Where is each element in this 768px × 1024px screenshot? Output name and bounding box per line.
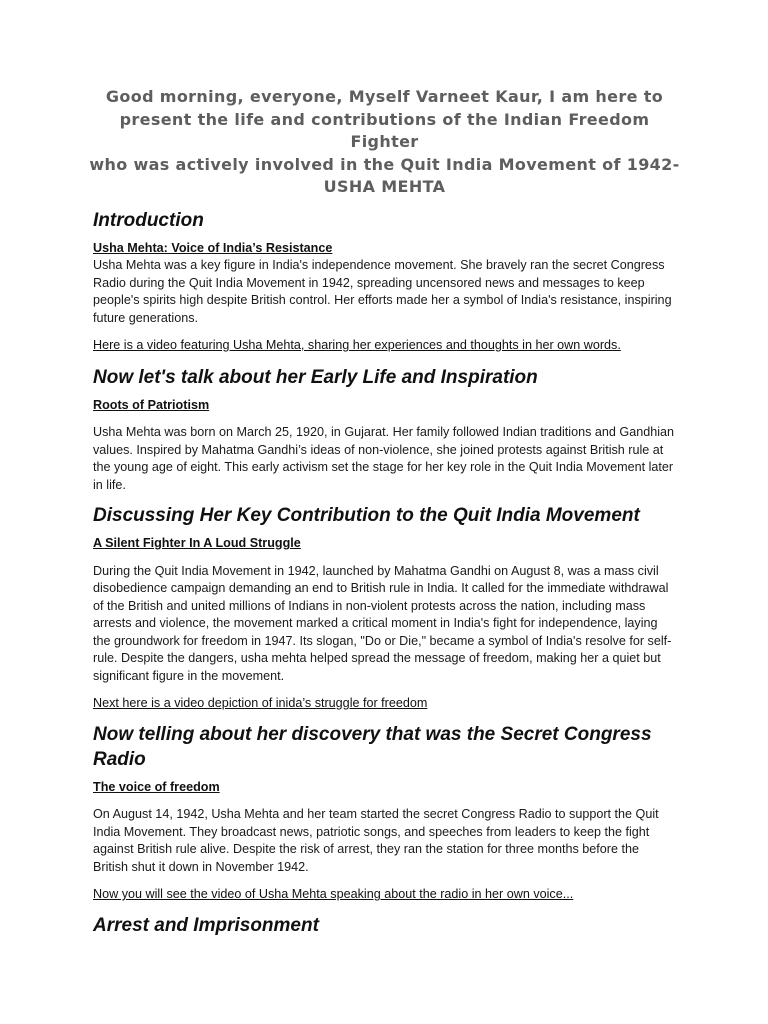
intro-line-2: present the life and contributions of the Indian Freedom Fighter	[119, 109, 650, 151]
intro-line-3: who was actively involved in the Quit India Movement of 1942-	[89, 154, 680, 174]
radio-body: On August 14, 1942, Usha Mehta and her team started the secret Congress Radio to support the Quit India Movement. They broadcast news, patriotic songs, and speeches from leaders to keep the fight against British rule alive. Despite the risk of arrest, they ran the station for three months before the British shut it down in November 1942.	[93, 807, 659, 874]
intro-line-1: Good morning, everyone, Myself Varneet Kaur, I am here to	[105, 87, 664, 106]
introduction-body: Usha Mehta was a key figure in India's independence movement. She bravely ran the secret Congress Radio during the Quit India Movement in 1942, spreading uncensored news and messages to keep people's spirits high despite British control. Her efforts made her a symbol of India's resistance, inspiring future generations.	[93, 258, 672, 325]
contribution-heading: Discussing Her Key Contribution to the Quit India Movement	[93, 505, 640, 526]
radio-heading: Now telling about her discovery that was the Secret Congress Radio	[93, 723, 652, 770]
early-life-body: Usha Mehta was born on March 25, 1920, in Gujarat. Her family followed Indian traditions and Gandhian values. Inspired by Mahatma Gandhi’s ideas of non-violence, she joined protests against British rule at the young age of eight. This early activism set the stage for her key role in the Quit India Movement later in life.	[93, 425, 675, 492]
early-life-heading: Now let's talk about her Early Life and Inspiration	[93, 366, 538, 388]
section-early-life	[93, 365, 676, 495]
radio-subheading: The voice of freedom	[93, 779, 220, 794]
introduction-subheading: Usha Mehta: Voice of India’s Resistance	[93, 240, 333, 255]
contribution-subheading: A Silent Fighter In A Loud Struggle	[93, 536, 301, 550]
intro-greeting	[89, 86, 680, 199]
intro-line-4: USHA MEHTA	[323, 177, 446, 196]
section-arrest	[93, 913, 676, 938]
section-introduction	[93, 208, 676, 355]
contribution-video-link[interactable]: Next here is a video depiction of inida’s struggle for freedom	[93, 696, 428, 710]
section-contribution	[93, 503, 676, 713]
section-secret-radio	[93, 722, 676, 904]
arrest-heading: Arrest and Imprisonment	[93, 914, 319, 936]
radio-video-link[interactable]: Now you will see the video of Usha Mehta speaking about the radio in her own voice...	[93, 887, 574, 901]
contribution-body: During the Quit India Movement in 1942, launched by Mahatma Gandhi on August 8, was a mass civil disobedience campaign demanding an end to British rule in India. It called for the immediate withdrawal of the British and united millions of Indians in non-violent protests across the nation, including mass arrests and violence, the movement marked a critical moment in India's fight for independence, laying the groundwork for freedom in 1947. Its slogan, "Do or Die," became a symbol of India's resolve for self-rule. Despite the dangers, usha mehta helped spread the message of freedom, making her a quiet but significant figure in the movement.	[93, 563, 672, 683]
early-life-subheading: Roots of Patriotism	[93, 397, 210, 412]
introduction-video-link[interactable]: Here is a video featuring Usha Mehta, sharing her experiences and thoughts in her own words.	[93, 338, 621, 352]
introduction-heading: Introduction	[93, 209, 204, 231]
